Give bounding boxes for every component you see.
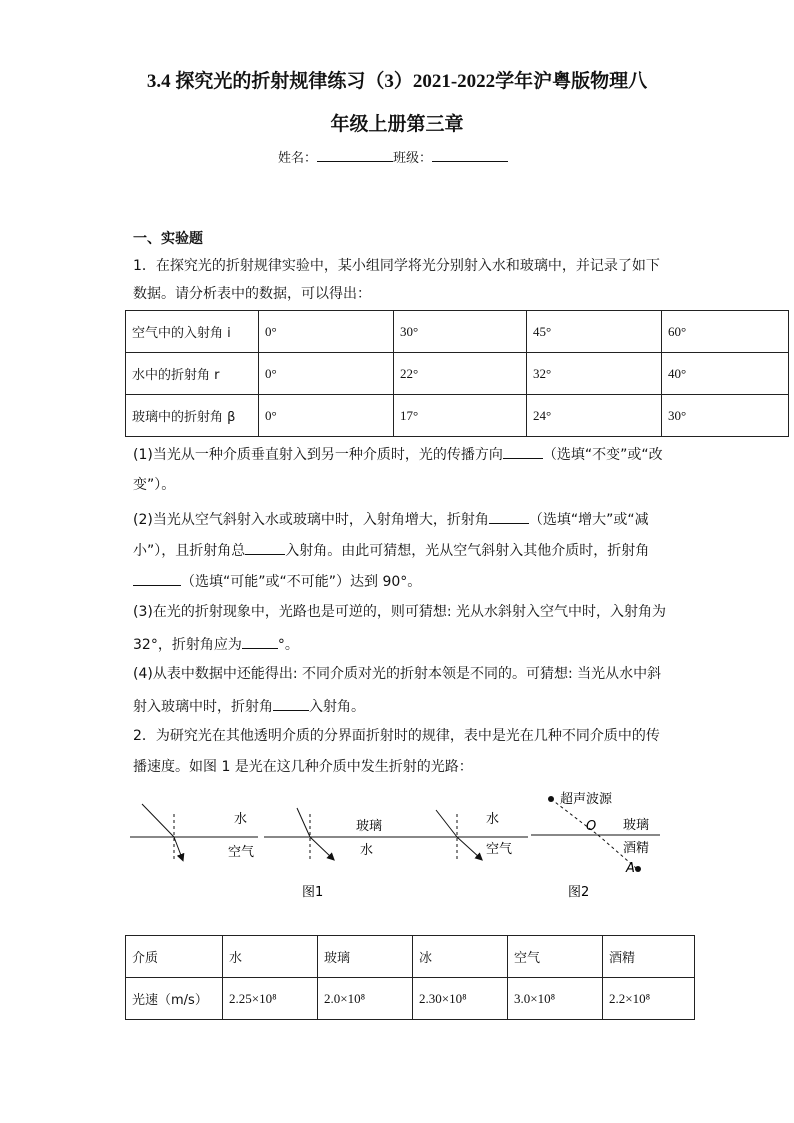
point-a-dot: [635, 866, 641, 872]
point-o-label: O: [586, 819, 597, 834]
q2-intro-2: 播速度。如图 1 是光在这几种介质中发生折射的光路：: [133, 759, 473, 775]
table-cell: 2.0×10⁸: [318, 978, 413, 1020]
table-cell: 30°: [662, 395, 789, 437]
student-info: [278, 147, 508, 168]
table-cell: 玻璃: [318, 936, 413, 978]
refracted-ray: [457, 837, 480, 858]
table-cell: 22°: [394, 353, 527, 395]
q1-part4-text-2: 入射角。: [309, 699, 365, 715]
speed-table: [125, 935, 695, 1020]
figure1-panel-3: [386, 810, 528, 860]
table-cell: 0°: [259, 395, 394, 437]
q1-intro-1: 1．在探究光的折射规律实验中，某小组同学将光分别射入水和玻璃中，并记录了如下: [133, 258, 660, 274]
table-cell: 空气中的入射角 i: [126, 311, 259, 353]
name-label: 姓名：: [278, 151, 318, 166]
table-cell: 40°: [662, 353, 789, 395]
class-field[interactable]: [432, 147, 508, 162]
q1-part4-line2: [133, 696, 365, 716]
incident-ray: [142, 804, 174, 837]
q1-part2-text-2: 小”），且折射角总: [133, 543, 246, 559]
table-cell: 酒精: [603, 936, 695, 978]
figure-2: [528, 788, 668, 904]
answer-blank-1[interactable]: [503, 444, 543, 459]
medium-label: 空气: [228, 845, 255, 860]
q1-part3-line2: [133, 634, 299, 654]
angle-table: [125, 310, 789, 437]
medium-label: 玻璃: [623, 818, 650, 833]
medium-label: 玻璃: [356, 819, 383, 834]
q1-part3-text: 32°，折射角应为: [133, 637, 242, 653]
q1-part2-text: (2)当光从空气斜射入水或玻璃中时，入射角增大，折射角: [133, 512, 489, 528]
table-row: [126, 395, 789, 437]
q1-part1-line1: [133, 444, 663, 464]
figure1-caption: 图1: [302, 885, 324, 900]
medium-label: 空气: [486, 842, 513, 857]
table-cell: 冰: [413, 936, 508, 978]
figure-1: [130, 790, 530, 905]
q1-intro-2: 数据。请分析表中的数据，可以得出：: [133, 286, 371, 302]
doc-title-line1: 3.4 探究光的折射规律练习（3）2021-2022学年沪粤版物理八: [146, 71, 648, 92]
class-label: 班级：: [393, 151, 433, 166]
table-cell: 3.0×10⁸: [508, 978, 603, 1020]
name-field[interactable]: [317, 147, 393, 162]
table-row: [126, 353, 789, 395]
table-cell: 2.2×10⁸: [603, 978, 695, 1020]
q1-part2-text-3: 入射角。由此可猜想，光从空气斜射入其他介质时，折射角: [285, 543, 650, 559]
table-cell: 0°: [259, 311, 394, 353]
table-cell: 24°: [527, 395, 662, 437]
table-cell: 60°: [662, 311, 789, 353]
q1-part1-text: (1)当光从一种介质垂直射入到另一种介质时，光的传播方向: [133, 447, 503, 463]
q1-part3-line1: (3)在光的折射现象中，光路也是可逆的，则可猜想: 光从水斜射入空气中时，入射角为: [133, 604, 666, 620]
section-heading: 一、实验题: [133, 231, 203, 247]
medium-label: 水: [486, 812, 500, 827]
source-label: 超声波源: [560, 792, 613, 807]
medium-label: 水: [234, 812, 248, 827]
point-a-label: A: [626, 861, 635, 876]
table-cell: 30°: [394, 311, 527, 353]
refracted-ray: [310, 837, 332, 858]
q1-part1-options: （选填“不变”或“改: [542, 447, 663, 463]
table-row: [126, 936, 695, 978]
q1-part2-line3: [133, 571, 421, 591]
table-cell: 水: [223, 936, 318, 978]
figure1-panel-1: [130, 804, 258, 860]
table-row: [126, 978, 695, 1020]
doc-title-line2: 年级上册第三章: [330, 114, 464, 135]
answer-blank-2[interactable]: [489, 509, 529, 524]
medium-label: 水: [360, 843, 374, 858]
q1-part3-unit: °。: [277, 637, 299, 653]
table-cell: 空气: [508, 936, 603, 978]
table-cell: 光速（m/s）: [126, 978, 223, 1020]
answer-blank-3[interactable]: [245, 540, 285, 555]
q1-part4-text: 射入玻璃中时，折射角: [133, 699, 273, 715]
table-cell: 2.25×10⁸: [223, 978, 318, 1020]
q1-part1-line2: 变”）。: [133, 477, 176, 493]
q2-intro-1: 2．为研究光在其他透明介质的分界面折射时的规律，表中是光在几种不同介质中的传: [133, 728, 660, 744]
figure1-panel-2: [264, 808, 390, 860]
medium-label: 酒精: [623, 841, 650, 856]
q1-part4-line1: (4)从表中数据中还能得出: 不同介质对光的折射本领是不同的。可猜想: 当光从水中斜: [133, 666, 662, 682]
q1-part2-options-2: （选填“可能”或“不可能”）达到 90°。: [181, 574, 422, 590]
answer-blank-6[interactable]: [273, 696, 309, 711]
q1-part2-line1: [133, 509, 649, 529]
table-cell: 水中的折射角 r: [126, 353, 259, 395]
table-cell: 介质: [126, 936, 223, 978]
table-cell: 0°: [259, 353, 394, 395]
answer-blank-5[interactable]: [242, 634, 278, 649]
q1-part2-options: （选填“增大”或“减: [528, 512, 649, 528]
q1-part2-line2: [133, 540, 649, 560]
incident-ray: [436, 810, 457, 837]
refracted-ray: [174, 837, 182, 858]
table-row: [126, 311, 789, 353]
table-cell: 玻璃中的折射角 β: [126, 395, 259, 437]
table-cell: 2.30×10⁸: [413, 978, 508, 1020]
table-cell: 17°: [394, 395, 527, 437]
figure2-caption: 图2: [568, 885, 590, 900]
answer-blank-4[interactable]: [133, 571, 181, 586]
incident-ray: [297, 808, 310, 837]
table-cell: 32°: [527, 353, 662, 395]
table-cell: 45°: [527, 311, 662, 353]
